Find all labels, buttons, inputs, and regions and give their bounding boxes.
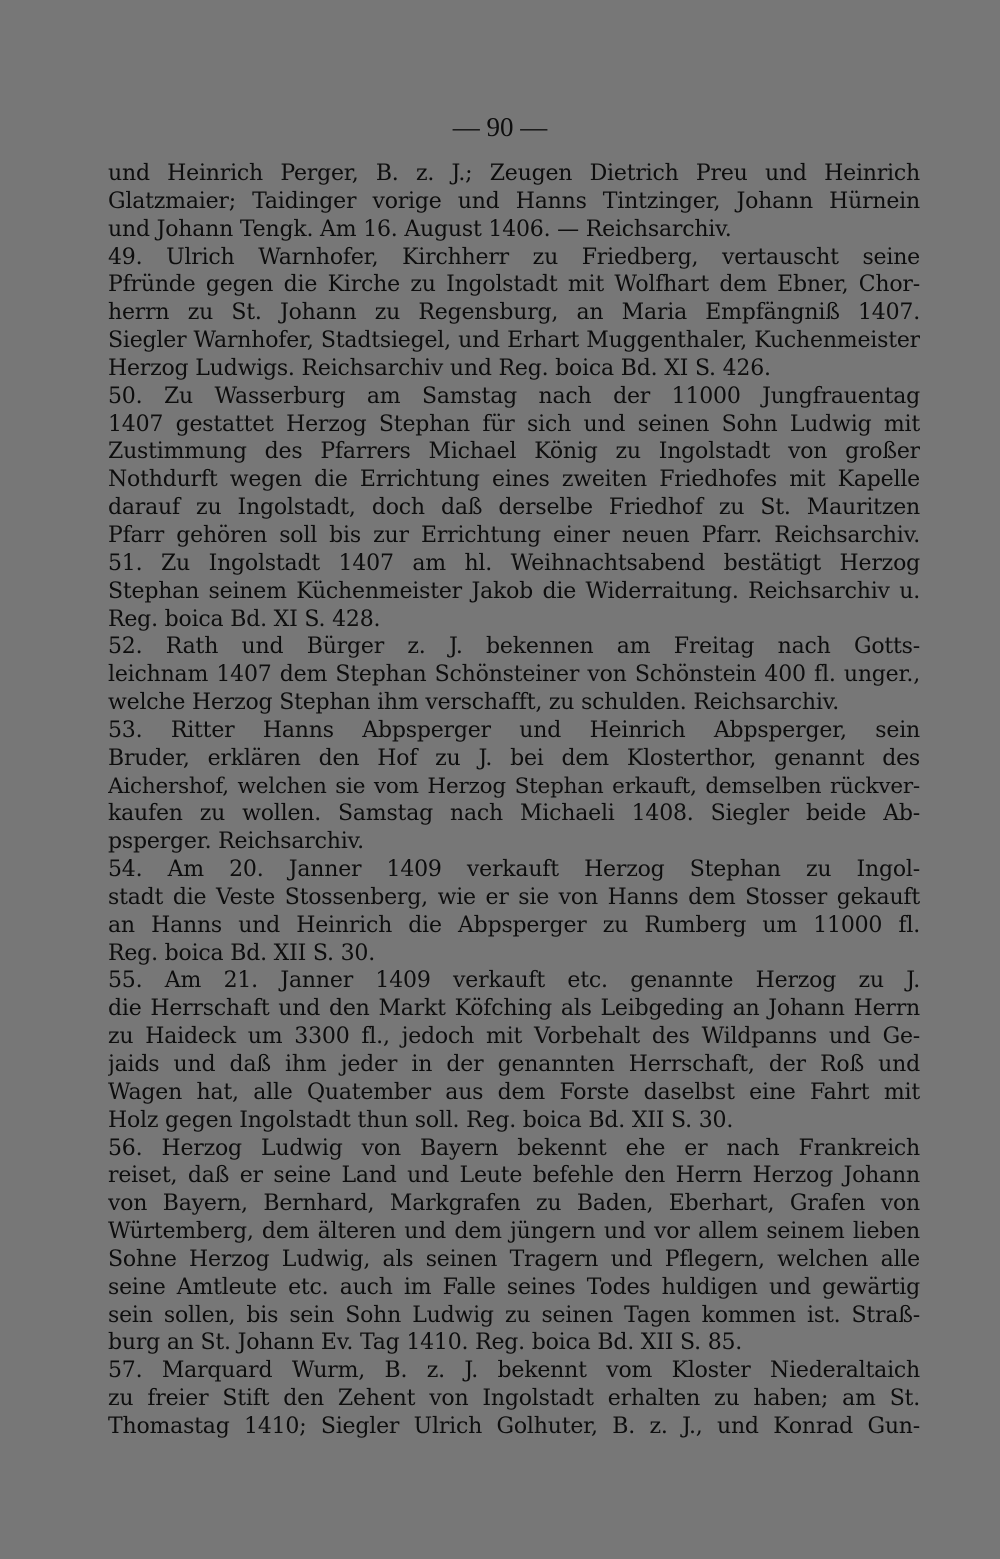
- text-line: und Heinrich Perger, B. z. J.; Zeugen Dietrich Preu und Heinrich: [108, 161, 920, 186]
- text-line: Reg. boica Bd. XII S. 30.: [108, 940, 375, 966]
- text-line: zu freier Stift den Zehent von Ingolstadt erhalten zu haben; am St.: [108, 1386, 920, 1412]
- text-line: jaids und daß ihm jeder in der genannten Herrschaft, der Roß und: [108, 1052, 920, 1077]
- body-text: [108, 160, 920, 1441]
- text-line: an Hanns und Heinrich die Abpsperger zu Rumberg um 11000 fl.: [108, 912, 920, 938]
- text-line: 1407 gestattet Herzog Stephan für sich und seinen Sohn Ludwig mit: [108, 411, 920, 437]
- text-line: 56. Herzog Ludwig von Bayern bekennt ehe er nach Frankreich: [108, 1135, 920, 1161]
- text-line: Wagen hat, alle Quatember aus dem Forste daselbst eine Fahrt mit: [108, 1079, 920, 1105]
- text-line: darauf zu Ingolstadt, doch daß derselbe Friedhof zu St. Mauritzen: [108, 495, 920, 521]
- text-line: Sohne Herzog Ludwig, als seinen Tragern und Pflegern, welchen alle: [108, 1246, 920, 1272]
- text-line: Herzog Ludwigs. Reichsarchiv und Reg. boica Bd. XI S. 426.: [108, 355, 771, 381]
- text-line: kaufen zu wollen. Samstag nach Michaeli 1408. Siegler beide Ab-: [108, 801, 920, 827]
- text-line: Reg. boica Bd. XI S. 428.: [108, 606, 381, 632]
- text-line: 55. Am 21. Janner 1409 verkauft etc. genannte Herzog zu J.: [108, 968, 920, 994]
- text-line: zu Haideck um 3300 fl., jedoch mit Vorbehalt des Wildpanns und Ge-: [108, 1024, 920, 1050]
- text-line: leichnam 1407 dem Stephan Schönsteiner von Schönstein 400 fl. unger.,: [108, 662, 920, 688]
- text-line: Aichershof, welchen sie vom Herzog Stephan erkauft, demselben rückver-: [108, 773, 920, 799]
- text-line: 51. Zu Ingolstadt 1407 am hl. Weihnachtsabend bestätigt Herzog: [108, 550, 920, 576]
- text-line: Zustimmung des Pfarrers Michael König zu Ingolstadt von großer: [108, 439, 920, 465]
- text-line: Holz gegen Ingolstadt thun soll. Reg. boica Bd. XII S. 30.: [108, 1107, 734, 1133]
- page-number-header: — 90 —: [452, 112, 548, 142]
- text-line: sein sollen, bis sein Sohn Ludwig zu seinen Tagen kommen ist. Straß-: [108, 1302, 920, 1328]
- text-line: Siegler Warnhofer, Stadtsiegel, und Erhart Muggenthaler, Kuchenmeister: [108, 328, 920, 354]
- text-line: stadt die Veste Stossenberg, wie er sie von Hanns dem Stosser gekauft: [108, 884, 920, 910]
- text-line: seine Amtleute etc. auch im Falle seines Todes huldigen und gewärtig: [108, 1274, 920, 1300]
- text-line: Pfründe gegen die Kirche zu Ingolstadt mit Wolfhart dem Ebner, Chor-: [108, 272, 920, 298]
- text-line: 49. Ulrich Warnhofer, Kirchherr zu Friedberg, vertauscht seine: [108, 244, 920, 270]
- text-line: welche Herzog Stephan ihm verschafft, zu schulden. Reichsarchiv.: [108, 690, 840, 716]
- text-line: 54. Am 20. Janner 1409 verkauft Herzog Stephan zu Ingol-: [108, 857, 920, 883]
- text-line: Bruder, erklären den Hof zu J. bei dem Klosterthor, genannt des: [108, 745, 920, 771]
- text-line: herrn zu St. Johann zu Regensburg, an Maria Empfängniß 1407.: [108, 300, 920, 326]
- text-line: Nothdurft wegen die Errichtung eines zweiten Friedhofes mit Kapelle: [108, 467, 920, 493]
- text-line: die Herrschaft und den Markt Köfching als Leibgeding an Johann Herrn: [108, 996, 920, 1022]
- text-line: von Bayern, Bernhard, Markgrafen zu Baden, Eberhart, Grafen von: [108, 1191, 920, 1217]
- text-line: 57. Marquard Wurm, B. z. J. bekennt vom Kloster Niederaltaich: [108, 1358, 920, 1384]
- text-line: psperger. Reichsarchiv.: [108, 829, 364, 855]
- text-line: reiset, daß er seine Land und Leute befehle den Herrn Herzog Johann: [108, 1163, 920, 1189]
- text-line: 52. Rath und Bürger z. J. bekennen am Freitag nach Gotts-: [108, 634, 920, 660]
- text-line: 53. Ritter Hanns Abpsperger und Heinrich Abpsperger, sein: [108, 717, 920, 743]
- text-line: Glatzmaier; Taidinger vorige und Hanns Tintzinger, Johann Hürnein: [108, 188, 920, 214]
- text-line: Würtemberg, dem älteren und dem jüngern und vor allem seinem lieben: [108, 1219, 920, 1245]
- text-line: burg an St. Johann Ev. Tag 1410. Reg. boica Bd. XII S. 85.: [108, 1330, 743, 1356]
- text-line: und Johann Tengk. Am 16. August 1406. — Reichsarchiv.: [108, 216, 732, 242]
- text-line: Thomastag 1410; Siegler Ulrich Golhuter, B. z. J., und Konrad Gun-: [108, 1413, 920, 1439]
- text-line: 50. Zu Wasserburg am Samstag nach der 11000 Jungfrauentag: [108, 383, 920, 409]
- text-line: Stephan seinem Küchenmeister Jakob die Widerraitung. Reichsarchiv u.: [108, 578, 920, 604]
- text-line: Pfarr gehören soll bis zur Errichtung einer neuen Pfarr. Reichsarchiv.: [108, 522, 920, 548]
